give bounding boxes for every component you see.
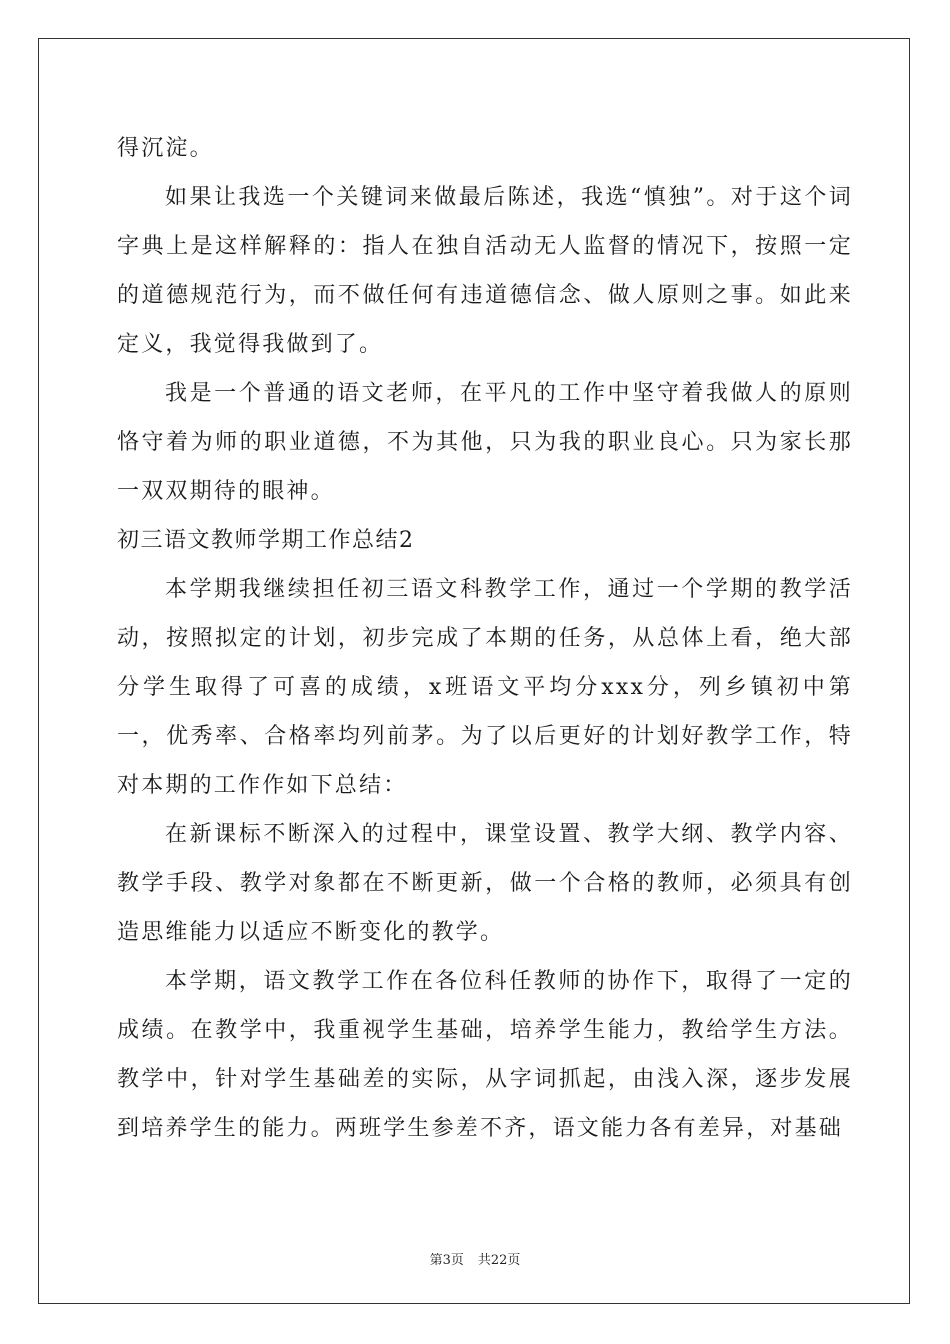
paragraph: 如果让我选一个关键词来做最后陈述，我选“慎独”。对于这个词字典上是这样解释的：指人在独自活动无人监督的情况下，按照一定的道德规范行为，而不做任何有违道德信念、做人原则之事。如此来定义，我觉得我做到了。	[117, 185, 853, 357]
paragraph: 本学期我继续担任初三语文科教学工作，通过一个学期的教学活动，按照拟定的计划，初步完成了本期的任务，从总体上看，绝大部分学生取得了可喜的成绩，x班语文平均分xxx分，列乡镇初中第一，优秀率、合格率均列前茅。为了以后更好的计划好教学工作，特对本期的工作作如下总结：	[117, 577, 853, 798]
page-total: 共22页	[477, 1253, 521, 1268]
section-heading: 初三语文教师学期工作总结2	[117, 528, 415, 553]
document-body	[117, 124, 853, 1153]
paragraph: 本学期，语文教学工作在各位科任教师的协作下，取得了一定的成绩。在教学中，我重视学生基础，培养学生能力，教给学生方法。教学中，针对学生基础差的实际，从字词抓起，由浅入深，逐步发展到培养学生的能力。两班学生参差不齐，语文能力各有差异，对基础	[117, 969, 853, 1141]
paragraph: 在新课标不断深入的过程中，课堂设置、教学大纲、教学内容、教学手段、教学对象都在不断更新，做一个合格的教师，必须具有创造思维能力以适应不断变化的教学。	[117, 822, 853, 945]
page-footer	[0, 1249, 950, 1268]
page-number: 第3页	[429, 1253, 464, 1268]
paragraph-continuation: 得沉淀。	[117, 136, 214, 161]
paragraph: 我是一个普通的语文老师，在平凡的工作中坚守着我做人的原则恪守着为师的职业道德，不为其他，只为我的职业良心。只为家长那一双双期待的眼神。	[117, 381, 853, 504]
